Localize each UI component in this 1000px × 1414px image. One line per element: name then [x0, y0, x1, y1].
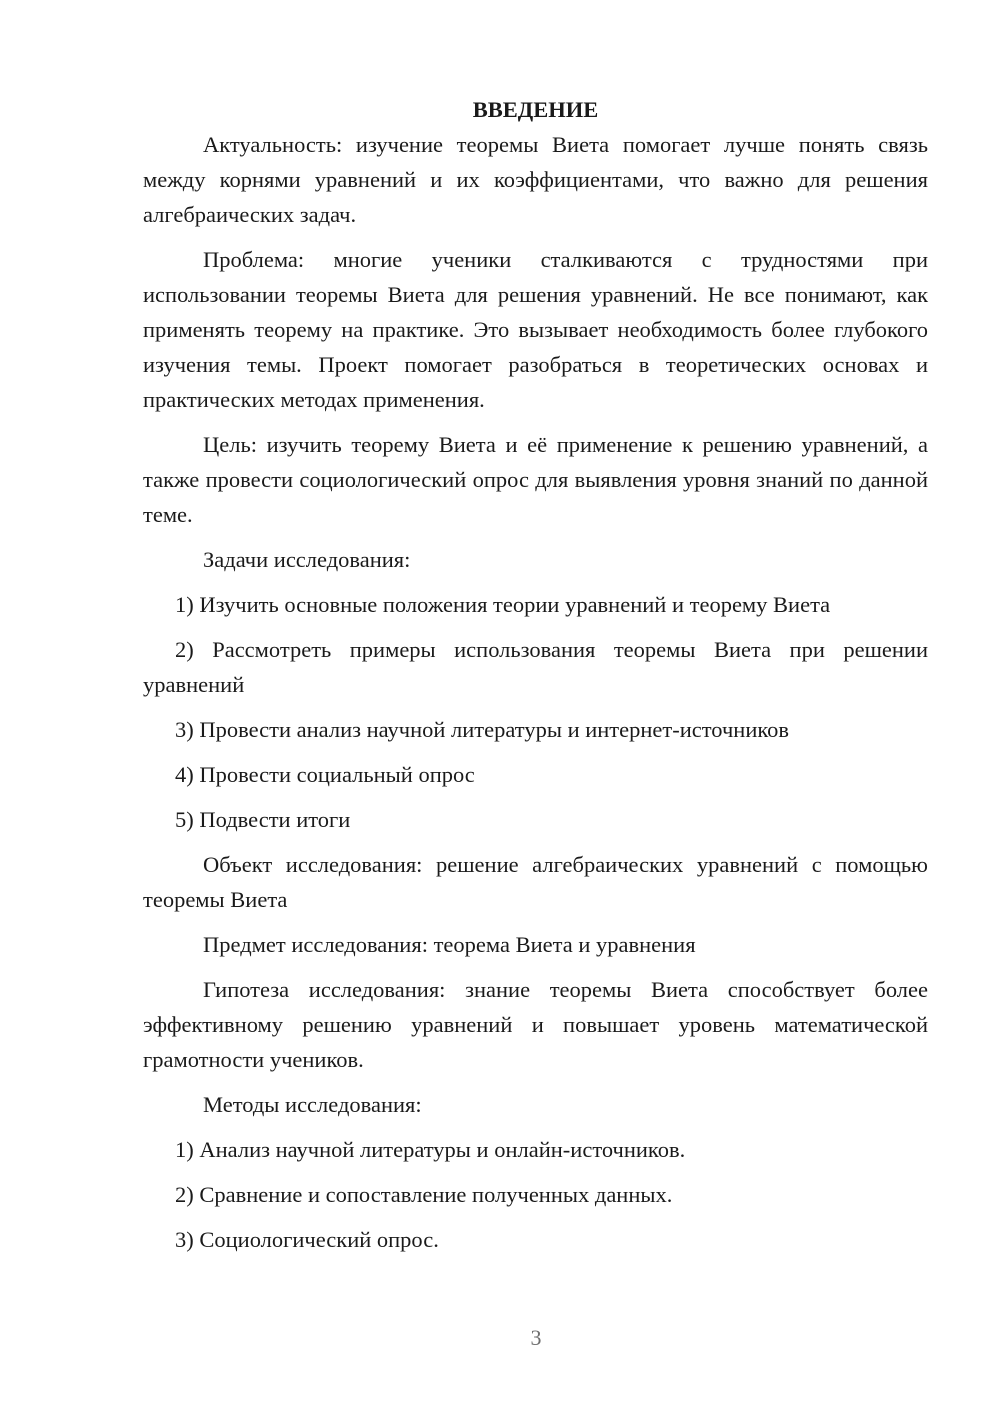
- relevance-paragraph: Актуальность: изучение теоремы Виета помогает лучше понять связь между корнями уравнений и их коэффициентами, что важно для решения алгебраических задач.: [143, 132, 928, 227]
- page-number: 3: [530, 1325, 542, 1350]
- subject-paragraph: Предмет исследования: теорема Виета и уравнения: [203, 932, 696, 957]
- method-item: 2) Сравнение и сопоставление полученных данных.: [175, 1182, 673, 1207]
- tasks-label: Задачи исследования:: [203, 547, 411, 572]
- method-item: 3) Социологический опрос.: [175, 1227, 439, 1252]
- task-item: 3) Провести анализ научной литературы и интернет-источников: [175, 717, 790, 742]
- goal-paragraph: Цель: изучить теорему Виета и её применение к решению уравнений, а также провести социологический опрос для выявления уровня знаний по данной теме.: [143, 432, 928, 527]
- hypothesis-paragraph: Гипотеза исследования: знание теоремы Виета способствует более эффективному решению уравнений и повышает уровень математической грамотности учеников.: [143, 977, 928, 1072]
- task-item: 4) Провести социальный опрос: [175, 762, 475, 787]
- task-item: 5) Подвести итоги: [175, 807, 351, 832]
- method-item: 1) Анализ научной литературы и онлайн-источников.: [175, 1137, 686, 1162]
- page-content: [143, 92, 928, 1267]
- task-item: 2) Рассмотреть примеры использования теоремы Виета при решении уравнений: [143, 637, 928, 697]
- methods-label: Методы исследования:: [203, 1092, 422, 1117]
- object-paragraph: Объект исследования: решение алгебраических уравнений с помощью теоремы Виета: [143, 852, 928, 912]
- problem-paragraph: Проблема: многие ученики сталкиваются с трудностями при использовании теоремы Виета для решения уравнений. Не все понимают, как применять теорему на практике. Это вызывает необходимость более глубокого изучения темы. Проект помогает разобраться в теоретических основах и практических методах применения.: [143, 247, 928, 412]
- section-title: ВВЕДЕНИЕ: [472, 97, 599, 122]
- task-item: 1) Изучить основные положения теории уравнений и теорему Виета: [175, 592, 831, 617]
